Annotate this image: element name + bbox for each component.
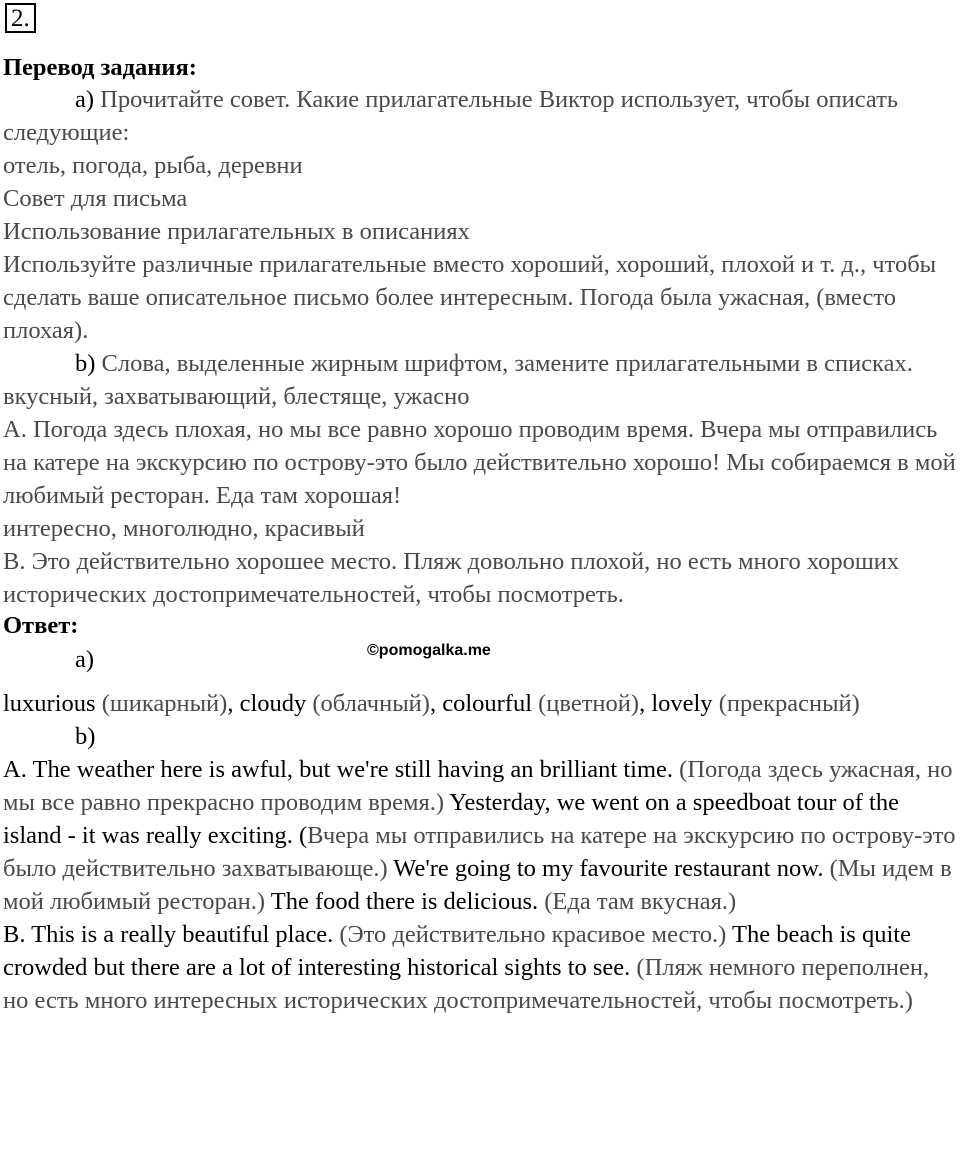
answer-a-word: cloudy [239,690,307,717]
answer-a-translation: (цветной) [538,690,640,717]
translation-b-text: Слова, выделенные жирным шрифтом, замените прилагательными в списках. [101,350,913,377]
tip-title: Совет для письма [3,185,188,212]
answer-b-ru: (Мы идем в мой любимый ресторан.) [3,855,952,915]
translation-b-text-a: А. Погода здесь плохая, но мы все равно хорошо проводим время. Вчера мы отправились на катере на экскурсию по острову-это было действительно хорошо! Мы собираемся в мой любимый ресторан. Еда там хорошая! [3,416,956,509]
document-page [3,2,958,1017]
translation-b-text-b: В. Это действительно хорошее место. Пляж довольно плохой, но есть много хороших исторических достопримечательностей, чтобы посмотреть. [3,548,900,608]
answer-b-text-a [3,753,958,918]
answer-b-ru: (Это действительно красивое место.) [339,921,727,948]
answer-a-word: lovely [651,690,713,717]
answer-a-label: a) [75,646,95,673]
translation-a-text: Прочитайте совет. Какие прилагательные Виктор использует, чтобы описать следующие: [3,86,899,146]
answer-b-ru: (Пляж немного переполнен, но есть много интересных исторических достопримечательностей, чтобы посмотреть.) [3,954,930,1014]
translation-b-words-a: вкусный, захватывающий, блестяще, ужасно [3,383,470,410]
answer-b-en: Yesterday, we went on a speedboat tour of the island - it was really exciting. ( [3,789,899,849]
answer-b-text-b [3,918,958,1017]
tip-text: Используйте различные прилагательные вместо хороший, хороший, плохой и т. д., чтобы сделать ваше описательное письмо более интересным. Погода была ужасная, (вместо плохая). [3,251,937,344]
answer-b-ru: Вчера мы отправились на катере на экскурсию по острову-это было действительно захватывающе.) [3,822,956,882]
answer-a-word: luxurious [3,690,96,717]
answer-a-translation: (шикарный) [101,690,228,717]
answer-b-en: B. This is a really beautiful place. [3,921,340,948]
translation-a-label: a) [75,86,95,113]
answer-b-en: The food there is delicious. [265,888,545,915]
answer-a-translation: (облачный) [312,690,430,717]
task-number-box: 2. [5,3,36,33]
answer-b-ru: (Погода здесь ужасная, но мы все равно прекрасно проводим время.) [3,756,953,816]
translation-a-words: отель, погода, рыба, деревни [3,152,303,179]
translation-b [3,347,958,380]
answer-b-label: b) [75,723,96,750]
translation-a [3,83,958,149]
answer-a-list: luxurious (шикарный), cloudy (облачный), colourful (цветной), lovely (прекрасный) [3,690,860,717]
answer-b-en: A. The weather here is awful, but we're still having an brilliant time. [3,756,680,783]
watermark: ©pomogalka.me [367,642,491,659]
translation-b-label: b) [75,350,96,377]
answer-a-word: colourful [442,690,533,717]
answer-b-ru: (Еда там вкусная.) [544,888,737,915]
answer-b-en: The beach is quite crowded but there are a lot of interesting historical sights to see. [3,921,911,981]
translation-heading: Перевод задания: [3,54,197,81]
answer-b-en: We're going to my favourite restaurant now. [387,855,830,882]
tip-subtitle: Использование прилагательных в описаниях [3,218,470,245]
answer-a-translation: (прекрасный) [718,690,860,717]
answer-heading: Ответ: [3,612,79,639]
translation-b-words-b: интересно, многолюдно, красивый [3,515,365,542]
